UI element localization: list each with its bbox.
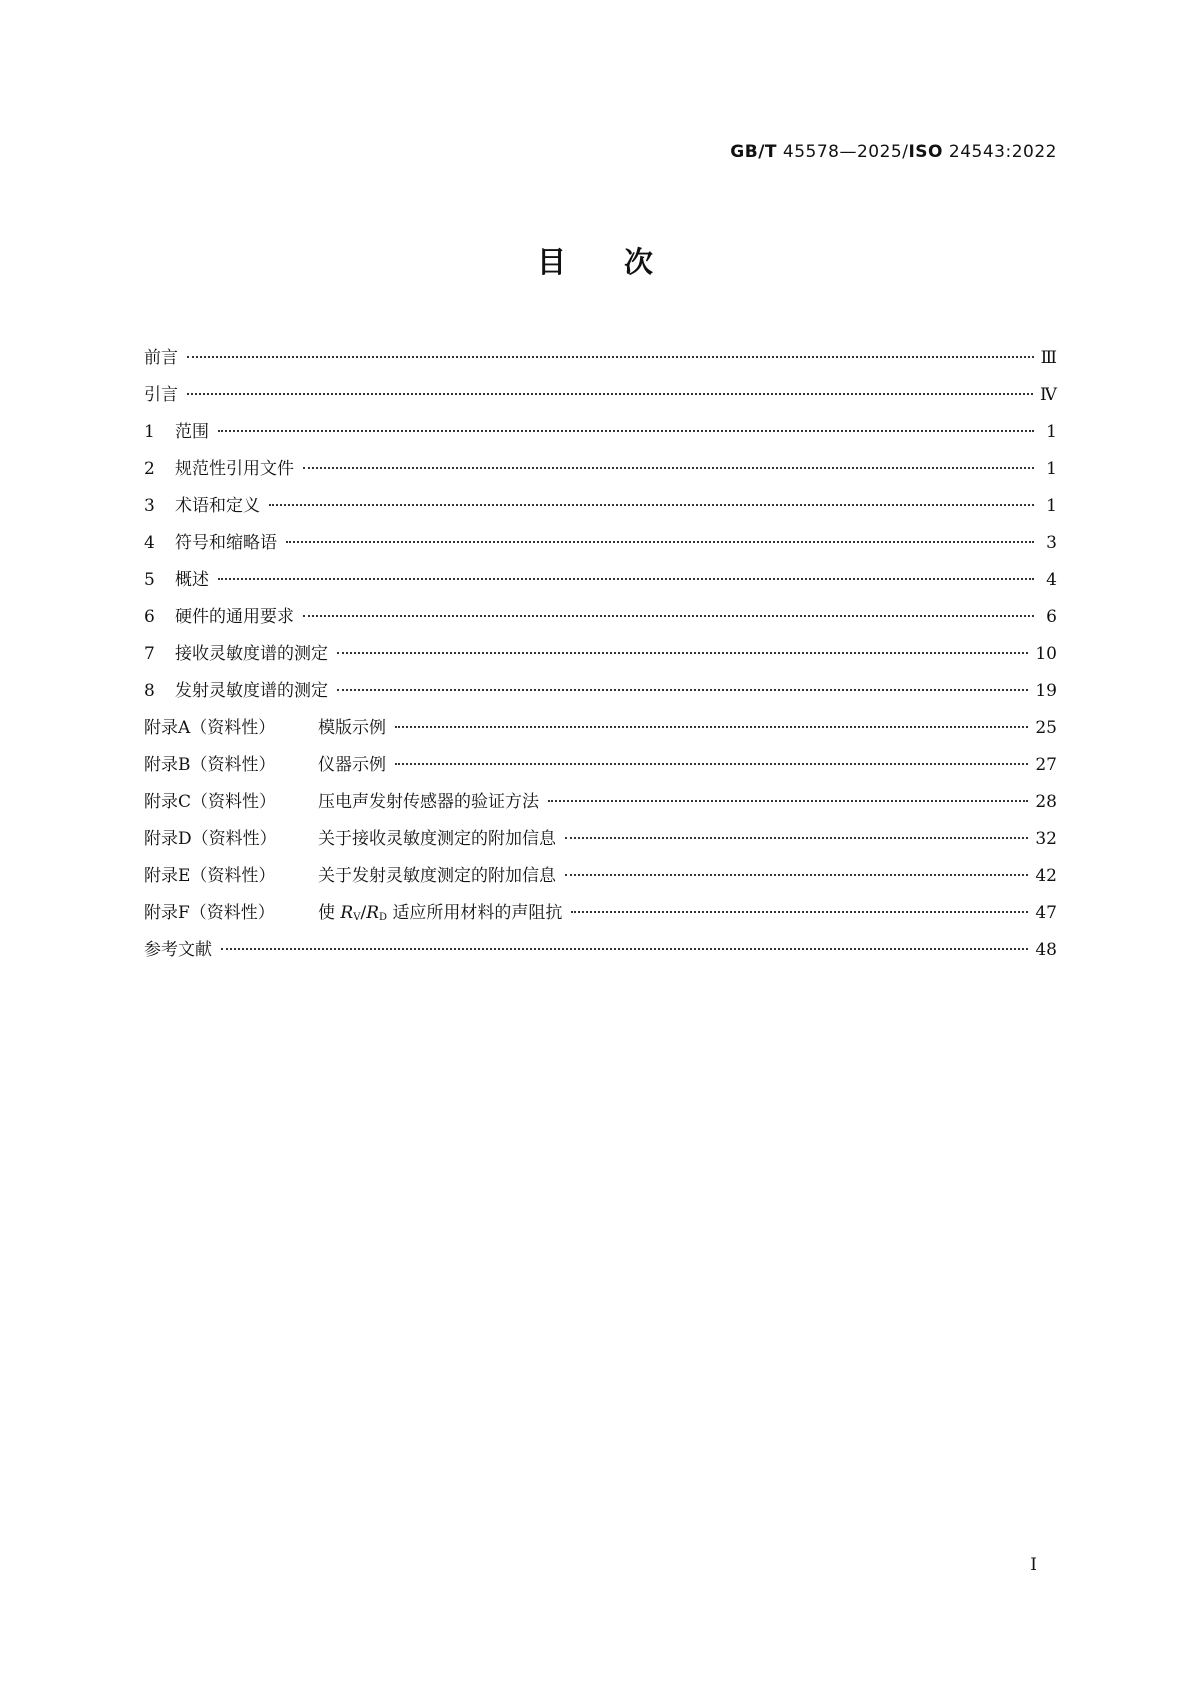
toc-entry-label bbox=[144, 858, 556, 895]
toc-entry-title-post: 适应所用材料的声阻抗 bbox=[392, 903, 563, 923]
toc-entry-title: 术语和定义 bbox=[175, 496, 260, 516]
toc-entry-4[interactable] bbox=[144, 525, 1057, 562]
toc-entry-title: 仪器示例 bbox=[318, 755, 386, 775]
toc-entry-label bbox=[144, 414, 209, 451]
toc-leader-dots bbox=[565, 837, 1028, 839]
standard-number-iso: 24543:2022 bbox=[948, 142, 1057, 162]
toc-entry-8[interactable] bbox=[144, 673, 1057, 710]
toc-entry-title: 前言 bbox=[144, 348, 178, 368]
toc-page-number: 4 bbox=[1046, 570, 1057, 590]
toc-page-number: 25 bbox=[1035, 718, 1057, 738]
toc-page-number: 1 bbox=[1046, 422, 1057, 442]
toc-section-number: 5 bbox=[144, 570, 155, 590]
toc-entry-title: 硬件的通用要求 bbox=[175, 607, 294, 627]
toc-entry-label bbox=[144, 895, 562, 936]
toc-entry-annex-b[interactable] bbox=[144, 747, 1057, 784]
toc-section-number: 4 bbox=[144, 533, 155, 553]
toc-entry-label bbox=[144, 451, 294, 488]
toc-entry-label bbox=[144, 710, 386, 747]
toc-entry-label bbox=[144, 932, 212, 969]
toc-entry-title: 发射灵敏度谱的测定 bbox=[175, 681, 328, 701]
subscript-d: D bbox=[379, 912, 388, 923]
toc-page-number: 6 bbox=[1046, 607, 1057, 627]
toc-page-number: 1 bbox=[1046, 459, 1057, 479]
toc-page-number: 10 bbox=[1035, 644, 1057, 664]
symbol-r: R bbox=[366, 903, 379, 923]
toc-page-number: 47 bbox=[1035, 903, 1057, 923]
toc-leader-dots bbox=[337, 689, 1028, 691]
toc-page-number: 28 bbox=[1035, 792, 1057, 812]
toc-page-number: Ⅳ bbox=[1040, 385, 1057, 405]
toc-entry-2[interactable] bbox=[144, 451, 1057, 488]
page-title: 目 次 bbox=[536, 245, 655, 279]
toc-annex-prefix: 附录E（资料性） bbox=[144, 866, 276, 886]
toc-entry-annex-c[interactable] bbox=[144, 784, 1057, 821]
toc-entry-label bbox=[144, 488, 260, 525]
toc-annex-prefix: 附录A（资料性） bbox=[144, 718, 276, 738]
toc-page-number: 3 bbox=[1046, 533, 1057, 553]
toc-page-number: 27 bbox=[1035, 755, 1057, 775]
toc-entry-label bbox=[144, 525, 277, 562]
toc-leader-dots bbox=[571, 911, 1028, 913]
toc-entry-introduction[interactable] bbox=[144, 377, 1057, 414]
toc-annex-prefix: 附录D（资料性） bbox=[144, 829, 277, 849]
toc-annex-prefix: 附录F（资料性） bbox=[144, 903, 275, 923]
toc-entry-label bbox=[144, 821, 556, 858]
toc-leader-dots bbox=[548, 800, 1028, 802]
toc-entry-5[interactable] bbox=[144, 562, 1057, 599]
toc-annex-prefix: 附录C（资料性） bbox=[144, 792, 277, 812]
standard-code-iso: ISO bbox=[908, 142, 944, 162]
toc-annex-prefix: 附录B（资料性） bbox=[144, 755, 276, 775]
subscript-v: V bbox=[353, 912, 361, 923]
standard-number-gbt: 45578—2025/ bbox=[782, 142, 909, 162]
toc-leader-dots bbox=[269, 504, 1034, 506]
toc-leader-dots bbox=[395, 763, 1028, 765]
toc-entry-label bbox=[144, 562, 209, 599]
toc-entry-title: 关于接收灵敏度测定的附加信息 bbox=[318, 829, 556, 849]
toc-page-number: 32 bbox=[1035, 829, 1057, 849]
page-number-footer: Ⅰ bbox=[1030, 1555, 1037, 1575]
toc-page-number: 19 bbox=[1035, 681, 1057, 701]
toc-leader-dots bbox=[187, 393, 1033, 395]
toc-entry-annex-a[interactable] bbox=[144, 710, 1057, 747]
toc-section-number: 8 bbox=[144, 681, 155, 701]
toc-page-number: 1 bbox=[1046, 496, 1057, 516]
standard-number-header bbox=[730, 142, 1057, 162]
toc-section-number: 7 bbox=[144, 644, 155, 664]
toc-page-number: 48 bbox=[1035, 940, 1057, 960]
toc-leader-dots bbox=[303, 615, 1034, 617]
symbol-r: R bbox=[340, 903, 354, 923]
toc-entry-title: 压电声发射传感器的验证方法 bbox=[318, 792, 539, 812]
toc-entry-6[interactable] bbox=[144, 599, 1057, 636]
toc-section-number: 1 bbox=[144, 422, 155, 442]
toc-entry-label bbox=[144, 377, 178, 414]
toc-leader-dots bbox=[286, 541, 1034, 543]
toc-entry-annex-e[interactable] bbox=[144, 858, 1057, 895]
toc-entry-annex-f[interactable] bbox=[144, 895, 1057, 932]
toc-leader-dots bbox=[303, 467, 1034, 469]
toc-entry-1[interactable] bbox=[144, 414, 1057, 451]
toc-leader-dots bbox=[218, 430, 1034, 432]
toc-leader-dots bbox=[565, 874, 1028, 876]
slash: / bbox=[360, 903, 367, 923]
toc-entry-bibliography[interactable] bbox=[144, 932, 1057, 969]
toc-page-number: 42 bbox=[1035, 866, 1057, 886]
toc-page-number: Ⅲ bbox=[1040, 348, 1057, 368]
toc-entry-title: 接收灵敏度谱的测定 bbox=[175, 644, 328, 664]
toc-entry-title: 参考文献 bbox=[144, 940, 212, 960]
toc-section-number: 3 bbox=[144, 496, 155, 516]
toc-leader-dots bbox=[395, 726, 1028, 728]
toc-entry-title: 范围 bbox=[175, 422, 209, 442]
toc-entry-label bbox=[144, 340, 178, 377]
toc-section-number: 2 bbox=[144, 459, 155, 479]
toc-entry-label bbox=[144, 673, 328, 710]
standard-code-gbt: GB/T bbox=[730, 142, 777, 162]
toc-section-number: 6 bbox=[144, 607, 155, 627]
toc-entry-label bbox=[144, 599, 294, 636]
toc-entry-3[interactable] bbox=[144, 488, 1057, 525]
toc-entry-title: 模版示例 bbox=[318, 718, 386, 738]
toc-entry-title: 引言 bbox=[144, 385, 178, 405]
toc-entry-title: 符号和缩略语 bbox=[175, 533, 277, 553]
toc-entry-title-pre: 使 bbox=[318, 903, 335, 923]
toc-entry-label bbox=[144, 636, 328, 673]
toc-entry-foreword[interactable] bbox=[144, 340, 1057, 377]
toc-leader-dots bbox=[337, 652, 1028, 654]
toc-entry-title: 规范性引用文件 bbox=[175, 459, 294, 479]
toc-leader-dots bbox=[218, 578, 1034, 580]
toc-entry-annex-d[interactable] bbox=[144, 821, 1057, 858]
table-of-contents bbox=[144, 340, 1057, 969]
toc-entry-title: 概述 bbox=[175, 570, 209, 590]
toc-entry-label bbox=[144, 784, 539, 821]
toc-entry-title: 关于发射灵敏度测定的附加信息 bbox=[318, 866, 556, 886]
toc-entry-label bbox=[144, 747, 386, 784]
toc-entry-7[interactable] bbox=[144, 636, 1057, 673]
toc-leader-dots bbox=[187, 356, 1034, 358]
toc-leader-dots bbox=[221, 948, 1028, 950]
